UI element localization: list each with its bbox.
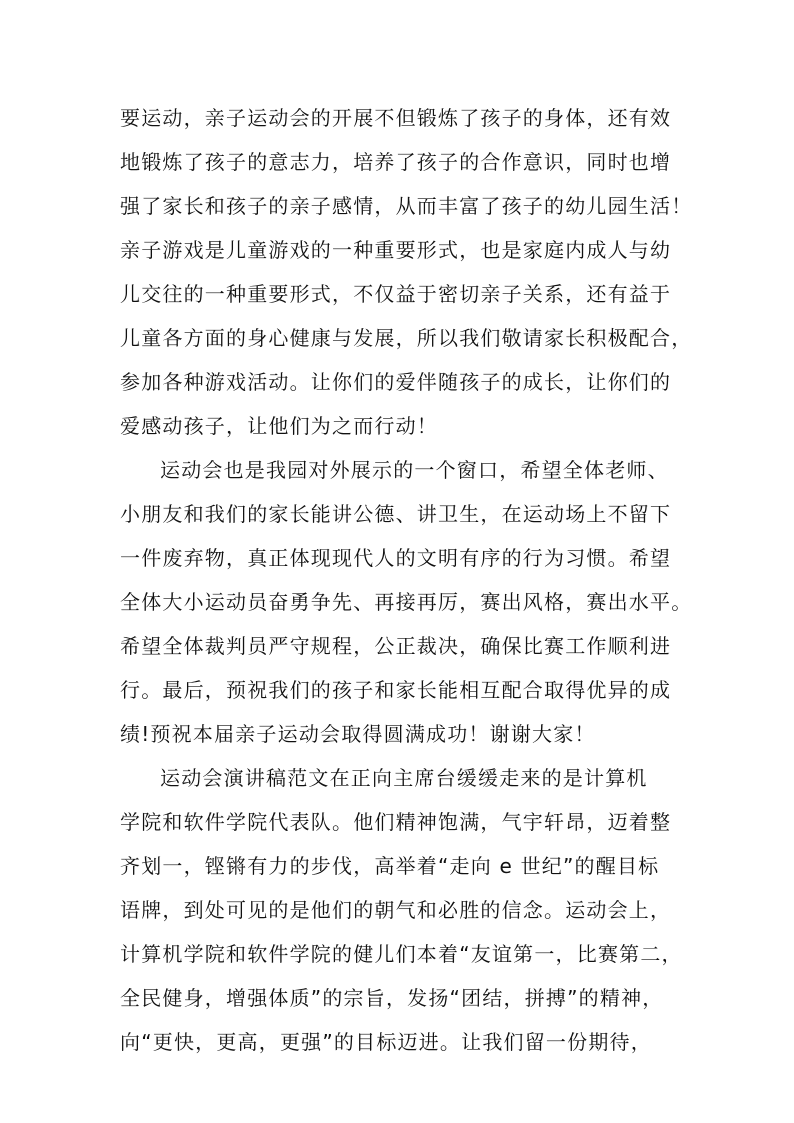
- text-line: 强了家长和孩子的亲子感情，从而丰富了孩子的幼儿园生活！: [120, 194, 693, 218]
- text-line: 爱感动孩子，让他们为之而行动！: [120, 414, 438, 438]
- text-line: 行。最后，预祝我们的孩子和家长能相互配合取得优异的成: [120, 678, 672, 702]
- text-line: 全体大小运动员奋勇争先、再接再厉，赛出风格，赛出水平。: [120, 590, 693, 614]
- text-line: 要运动，亲子运动会的开展不但锻炼了孩子的身体，还有效: [120, 106, 672, 130]
- text-line: 地锻炼了孩子的意志力，培养了孩子的合作意识，同时也增: [120, 150, 672, 174]
- text-line: 计算机学院和软件学院的健儿们本着“友谊第一，比赛第二，: [120, 942, 683, 966]
- text-line: 绩!预祝本届亲子运动会取得圆满成功！谢谢大家！: [120, 722, 596, 746]
- text-line: 希望全体裁判员严守规程，公正裁决，确保比赛工作顺利进: [120, 634, 672, 658]
- text-line: 全民健身，增强体质”的宗旨，发扬“团结，拼搏”的精神，: [120, 986, 664, 1010]
- text-line: 小朋友和我们的家长能讲公德、讲卫生，在运动场上不留下: [120, 502, 672, 526]
- text-line: 学院和软件学院代表队。他们精神饱满，气宇轩昂，迈着整: [120, 810, 672, 834]
- text-line: 儿童各方面的身心健康与发展，所以我们敬请家长积极配合，: [120, 326, 693, 350]
- text-line: 齐划一，铿锵有力的步伐，高举着“走向 e 世纪”的醒目标: [120, 854, 660, 878]
- text-line: 亲子游戏是儿童游戏的一种重要形式，也是家庭内成人与幼: [120, 238, 672, 262]
- text-line: 向“更快，更高，更强”的目标迈进。让我们留一份期待，: [120, 1030, 652, 1054]
- text-line: 参加各种游戏活动。让你们的爱伴随孩子的成长，让你们的: [120, 370, 672, 394]
- text-line: 儿交往的一种重要形式，不仅益于密切亲子关系，还有益于: [120, 282, 672, 306]
- paragraph-first-line: 运动会也是我园对外展示的一个窗口，希望全体老师、: [160, 458, 669, 482]
- paragraph-first-line: 运动会演讲稿范文在正向主席台缓缓走来的是计算机: [160, 766, 648, 790]
- text-line: 语牌，到处可见的是他们的朝气和必胜的信念。运动会上，: [120, 898, 672, 922]
- text-line: 一件废弃物，真正体现现代人的文明有序的行为习惯。希望: [120, 546, 672, 570]
